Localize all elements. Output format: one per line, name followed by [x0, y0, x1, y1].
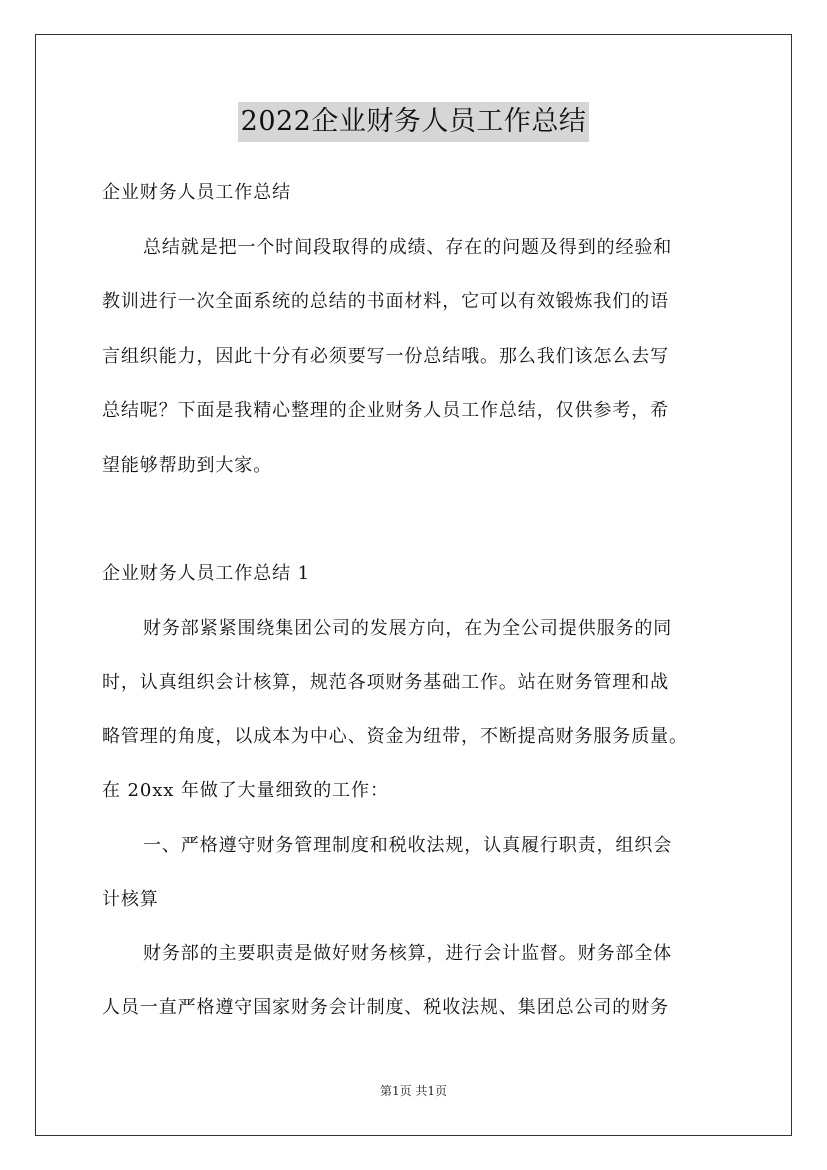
paragraph-line: 财务部的主要职责是做好财务核算，进行会计监督。财务部全体 — [143, 943, 673, 964]
paragraph-line: 在 20xx 年做了大量细致的工作： — [102, 780, 389, 801]
paragraph-line: 言组织能力，因此十分有必须要写一份总结哦。那么我们该怎么去写 — [102, 346, 669, 367]
paragraph-line: 总结就是把一个时间段取得的成绩、存在的问题及得到的经验和 — [143, 237, 673, 258]
paragraph-line: 略管理的角度，以成本为中心、资金为纽带，不断提高财务服务质量。 — [102, 726, 688, 747]
subheading-line: 一、严格遵守财务管理制度和税收法规，认真履行职责，组织会 — [143, 835, 673, 856]
title-container — [0, 102, 827, 142]
paragraph-line: 总结呢？下面是我精心整理的企业财务人员工作总结，仅供参考，希 — [102, 400, 669, 421]
paragraph-line: 财务部紧紧围绕集团公司的发展方向，在为全公司提供服务的同 — [143, 618, 673, 639]
section-heading: 企业财务人员工作总结 1 — [102, 563, 310, 584]
document-title: 2022企业财务人员工作总结 — [238, 102, 590, 142]
paragraph-line: 时，认真组织会计核算，规范各项财务基础工作。站在财务管理和战 — [102, 672, 669, 693]
paragraph-line: 教训进行一次全面系统的总结的书面材料，它可以有效锻炼我们的语 — [102, 291, 669, 312]
paragraph-line: 人员一直严格遵守国家财务会计制度、税收法规、集团总公司的财务 — [102, 997, 669, 1018]
paragraph-line: 望能够帮助到大家。 — [102, 455, 273, 476]
subheading-line: 计核算 — [102, 889, 159, 910]
section-heading: 企业财务人员工作总结 — [102, 182, 291, 203]
page-footer: 第1页 共1页 — [379, 1084, 448, 1098]
